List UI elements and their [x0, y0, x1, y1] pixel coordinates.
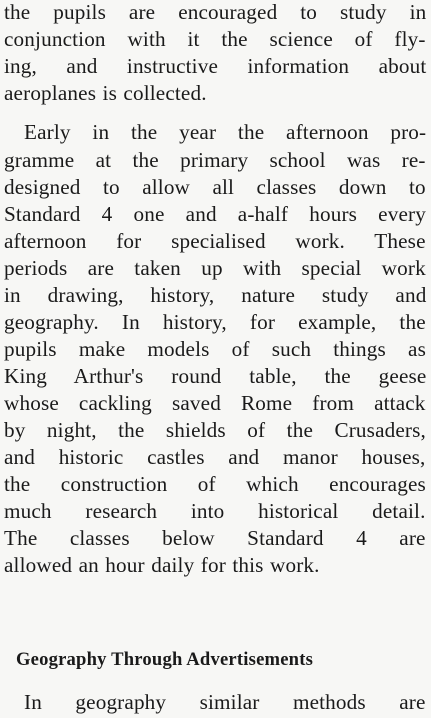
text-line: Early in the year the afternoon pro-	[24, 120, 427, 144]
text-line: ing, and instructive information about	[4, 54, 427, 78]
text-line: the pupils are encouraged to study in	[4, 0, 427, 24]
text-line: allowed an hour daily for this work.	[4, 553, 320, 577]
text-line: gramme at the primary school was re-	[4, 148, 426, 172]
text-line: and historic castles and manor houses,	[4, 445, 426, 469]
text-line: The classes below Standard 4 are	[4, 526, 426, 550]
text-line: In geography similar methods are	[24, 690, 426, 714]
text-line: geography. In history, for example, the	[4, 310, 426, 334]
text-line: periods are taken up with special work	[4, 256, 426, 280]
text-line: pupils make models of such things as	[4, 337, 427, 361]
text-line: much research into historical detail.	[4, 499, 426, 523]
text-line: Standard 4 one and a-half hours every	[4, 202, 426, 226]
text-line: designed to allow all classes down to	[4, 175, 426, 199]
text-line: the construction of which encourages	[4, 472, 426, 496]
text-line: in drawing, history, nature study and	[4, 283, 427, 307]
text-line: conjunction with it the science of fly-	[4, 27, 426, 51]
text-line: whose cackling saved Rome from attack	[4, 391, 426, 415]
section-subheading: Geography Through Advertisements	[16, 649, 314, 670]
text-line: by night, the shields of the Crusaders,	[4, 418, 426, 442]
text-line: aeroplanes is collected.	[4, 81, 207, 105]
text-line: King Arthur's round table, the geese	[4, 364, 427, 388]
text-line: afternoon for specialised work. These	[4, 229, 426, 253]
